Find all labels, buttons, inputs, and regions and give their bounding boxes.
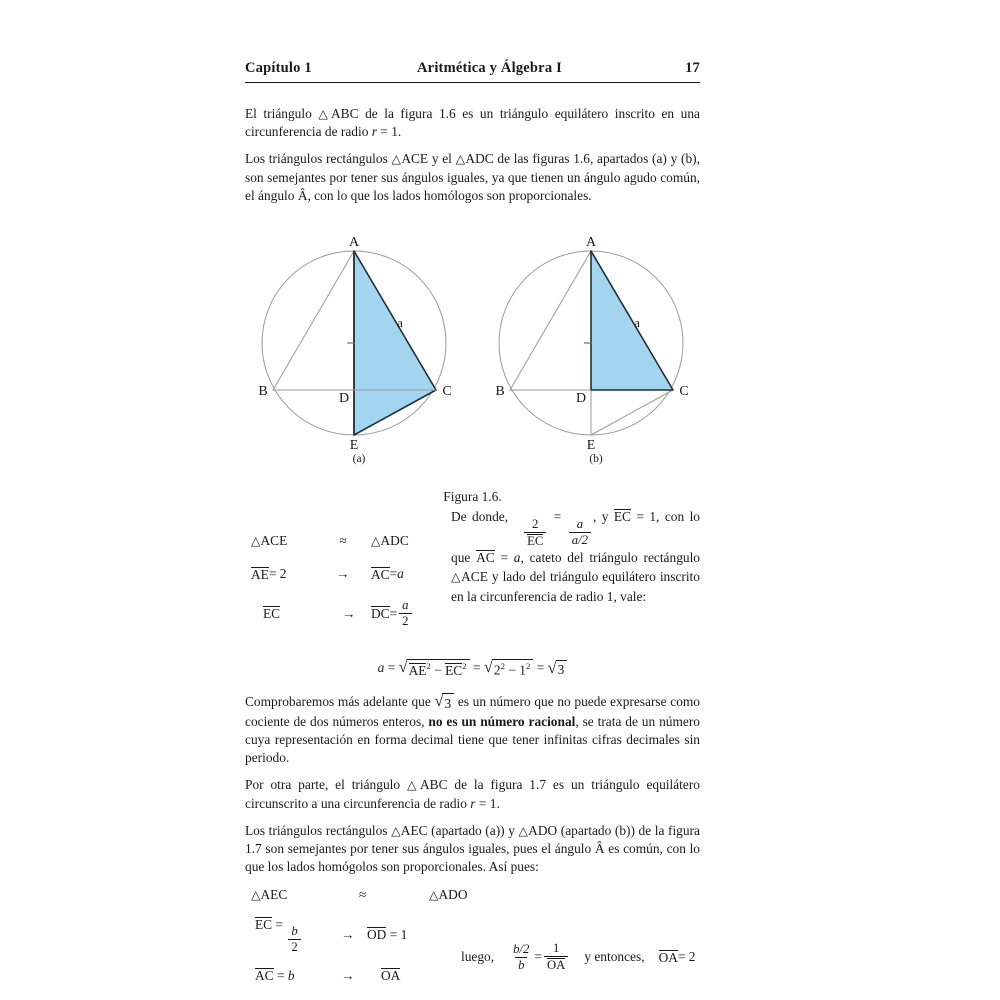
sqrt-expression-3: √ 3 [548,660,568,678]
radical-sign: √ [398,657,408,677]
label-e-vertex-b: E [586,438,596,451]
angle-a-symbol: Â [297,187,308,203]
triangle-symbol [318,106,331,121]
page-header [245,60,700,83]
figure-a-svg [259,235,459,450]
bottom-conclusion: luego, $\frac{b/2}{b}$ = $\frac{1}{OA}$ y entonces, OA = 2 [461,941,696,973]
proportion-table [245,507,451,645]
document-page [245,60,700,998]
label-c-vertex-a: C [442,384,452,400]
radical-sign: √ [434,690,444,710]
label-a-vertex-a: A [348,235,360,251]
label-side-a-figure-a: a [397,315,403,331]
figure-b-svg [496,235,696,450]
label-c-vertex-b: C [679,384,689,400]
segment-ec: EC [263,606,281,622]
fraction-a-over-2: $\frac{a}{2}$ [399,599,411,628]
proportion-row-1: △ ACE ≈ △ ADC [245,533,451,549]
bottom-proportion-grid [245,917,700,999]
segment-ac: AC [476,550,495,566]
bottom-proportion-row-2: EC = $\frac{b}{2}$ → OD = 1 [255,916,408,955]
angle-a-symbol: Â [594,841,605,857]
sqrt-expression-1: √ $AE^2 - EC^2$ [399,659,470,678]
label-d-vertex-a: D [338,391,350,407]
figure-1-6-b [496,235,696,475]
label-b-vertex-a: B [259,384,268,400]
label-b-vertex-b: B [496,384,505,400]
fraction-b-half-over-b: $\frac{b/2}{b}$ [513,941,530,972]
radical-sign: √ [547,657,557,677]
segment-ae: AE [251,566,269,582]
paragraph-intro-triangle: El triángulo △ ABC de la figura 1.6 es un triángulo equilátero inscrito en una circunferencia de radio r = 1. [245,105,700,141]
arrow-symbol: → [341,968,355,984]
sqrt-expression-2: √ $2^2 - 1^2$ [484,659,533,678]
figure-1-6-caption: Figura 1.6. [443,489,502,505]
segment-od: OD [367,927,387,943]
figure-1-6-a [259,235,459,475]
segment-oa: OA [381,968,401,984]
segment-ec: EC [445,662,463,678]
triangle-symbol [407,777,420,792]
display-equation-sqrt3: a = √ $AE^2 - EC^2$ = √ $2^2 - 1^2$ = √ 3 [245,659,700,678]
header-book-title: Aritmética y Álgebra I [417,60,562,76]
bottom-proportion-row-1: △ AEC ≈ △ ADO [245,887,700,903]
arrow-symbol: → [342,605,356,621]
label-d-vertex-b: D [575,391,587,407]
arrow-symbol: → [341,927,355,943]
triangle-symbol [518,823,528,838]
proportion-row-2: AE = 2 → AC = a [251,566,404,582]
fraction-a-over-a-half: $\frac{a}{a/2}$ [569,518,591,547]
label-side-a-figure-b: a [634,315,640,331]
sqrt-3-inline: √ 3 [434,693,454,713]
label-e-vertex-a: E [349,438,359,451]
figure-a-subcaption: (a) [352,453,366,466]
triangle-symbol [371,533,380,549]
label-a-vertex-b: A [585,235,597,251]
figure-1-6-container [245,235,700,487]
paragraph-similar-aec-ado: Los triángulos rectángulos △ AEC (apartado (a)) y △ ADO (apartado (b)) de la figura 1.7 son semejantes por tener sus ángulos iguales, pues el ángulo Â es común, con lo que los lados homógolos son proporcionales. Así pues: [245,822,700,877]
segment-ae: AE [408,662,427,678]
segment-ec: EC [613,509,631,525]
triangle-symbol [251,533,260,549]
segment-dc: DC [371,606,390,622]
shaded-triangle-adc [591,251,673,390]
fraction-2-over-ec: $\frac{2}{EC}$ [524,518,546,548]
segment-ec: EC [255,916,273,932]
triangle-symbol [451,569,461,584]
triangle-symbol [391,151,401,166]
approx-symbol: ≈ [339,533,347,549]
radical-sign: √ [483,657,493,677]
fraction-b-over-2: $\frac{b}{2}$ [288,925,300,954]
page-number: 17 [685,60,700,76]
segment-ec-b [591,390,673,435]
figure-b-subcaption: (b) [589,453,603,466]
paragraph-irrational: Comprobaremos más adelante que √ 3 es un número que no puede expresarse como cociente de dos números enteros, no es un número racional, se trata de un número cuya representación en forma decimal tiene que tener infinitas cifras decimales sin periodo. [245,690,700,766]
emphasis-not-rational: no es un número racional [428,713,576,729]
derivation-text: De donde, $\frac{2}{EC}$ = $\frac{a}{a/2}$ , y EC = 1, con lo que AC = a, cateto del triángulo rectángulo △ ACE y lado del triángulo equilátero inscrito en la circunferencia de radio 1, vale: [451,507,700,645]
proportion-row-3: EC → DC = $\frac{a}{2}$ [245,599,451,628]
proportion-columns [245,507,700,645]
paragraph-circumscribed: Por otra parte, el triángulo △ ABC de la figura 1.7 es un triángulo equilátero circunscrito a una circunferencia de radio r = 1. [245,776,700,812]
segment-ac: AC [255,968,274,984]
header-chapter: Capítulo 1 [245,60,312,76]
bottom-proportion-left [245,917,461,999]
paragraph-similar-triangles: Los triángulos rectángulos △ ACE y el △ ADC de las figuras 1.6, apartados (a) y (b), son semejantes por tener sus ángulos iguales, ya que tienen un ángulo agudo común, el ángulo Â, con lo que los lados homólogos son proporcionales. [245,150,700,205]
arrow-symbol: → [336,566,350,582]
approx-symbol: ≈ [359,886,367,902]
triangle-symbol [456,151,466,166]
bottom-proportion-row-3: AC = b → OA [255,968,401,984]
shaded-triangle-ace [354,251,436,435]
segment-oa: OA [658,949,678,965]
bottom-proportion-block [245,887,700,999]
triangle-symbol [391,823,401,838]
fraction-1-over-oa: $\frac{1}{OA}$ [544,942,568,972]
segment-ac: AC [371,566,390,582]
